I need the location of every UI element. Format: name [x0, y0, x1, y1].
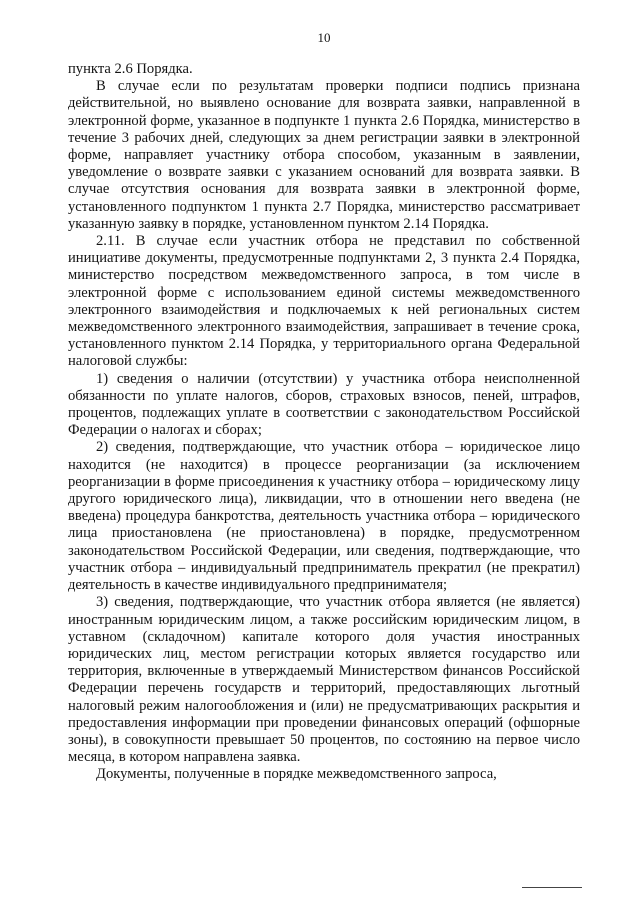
footer-rule [522, 887, 582, 888]
paragraph: 3) сведения, подтверждающие, что участник отбора является (не является) иностранным юридическим лицом, а также российским юридическим лицом, в уставном (складочном) капитале которого доля участия иностранных юридических лиц, местом регистрации которых является государство или территория, включенные в утверждаемый Министерством финансов Российской Федерации перечень государств и территорий, предоставляющих льготный налоговый режим налогообложения и (или) не предусматривающих раскрытия и предоставления информации при проведении финансовых операций (офшорные зоны), в совокупности превышает 50 процентов, по состоянию на первое число месяца, в котором направлена заявка. [68, 594, 580, 766]
paragraph: 1) сведения о наличии (отсутствии) у участника отбора неисполненной обязанности по уплате налогов, сборов, страховых взносов, пеней, штрафов, процентов, подлежащих уплате в соответствии с законодательством Российской Федерации о налогах и сборах; [68, 370, 580, 439]
paragraph: пункта 2.6 Порядка. [68, 61, 193, 77]
paragraph: В случае если по результатам проверки подписи подпись признана действительной, но выявлено основание для возврата заявки, направленной в электронной форме, указанное в подпункте 1 пункта 2.6 Порядка, министерство в течение 3 рабочих дней, следующих за днем регистрации заявки в электронной форме, направляет участнику отбора способом, указанным в заявлении, уведомление о возврате заявки с указанием оснований для возврата заявки. В случае отсутствия основания для возврата заявки в электронной форме, установленного подпунктом 1 пункта 2.7 Порядка, министерство рассматривает указанную заявку в порядке, установленном пунктом 2.14 Порядка. [68, 78, 580, 232]
paragraph: 2) сведения, подтверждающие, что участник отбора – юридическое лицо находится (не находится) в процессе реорганизации (за исключением реорганизации в форме присоединения к участнику отбора – юридическому лицу другого юридического лица), ликвидации, что в отношении него введена (не введена) процедура банкротства, деятельность участника отбора – юридического лица приостановлена (не приостановлена) в порядке, предусмотренном законодательством Российской Федерации, или сведения, подтверждающие, что участник отбора – индивидуальный предприниматель прекратил (не прекратил) деятельность в качестве индивидуального предпринимателя; [68, 439, 580, 594]
paragraph: 2.11. В случае если участник отбора не представил по собственной инициативе документы, предусмотренные подпунктами 2, 3 пункта 2.4 Порядка, министерство посредством межведомственного запроса, в том числе в электронной форме с использованием единой системы межведомственного электронного взаимодействия и подключаемых к ней региональных систем межведомственного электронного взаимодействия, запрашивает в течение срока, установленного пунктом 2.14 Порядка, у территориального органа Федеральной налоговой службы: [68, 233, 580, 370]
document-body [68, 61, 580, 784]
page-number: 10 [317, 30, 331, 45]
paragraph: Документы, полученные в порядке межведомственного запроса, [96, 766, 497, 783]
document-page [68, 30, 580, 784]
